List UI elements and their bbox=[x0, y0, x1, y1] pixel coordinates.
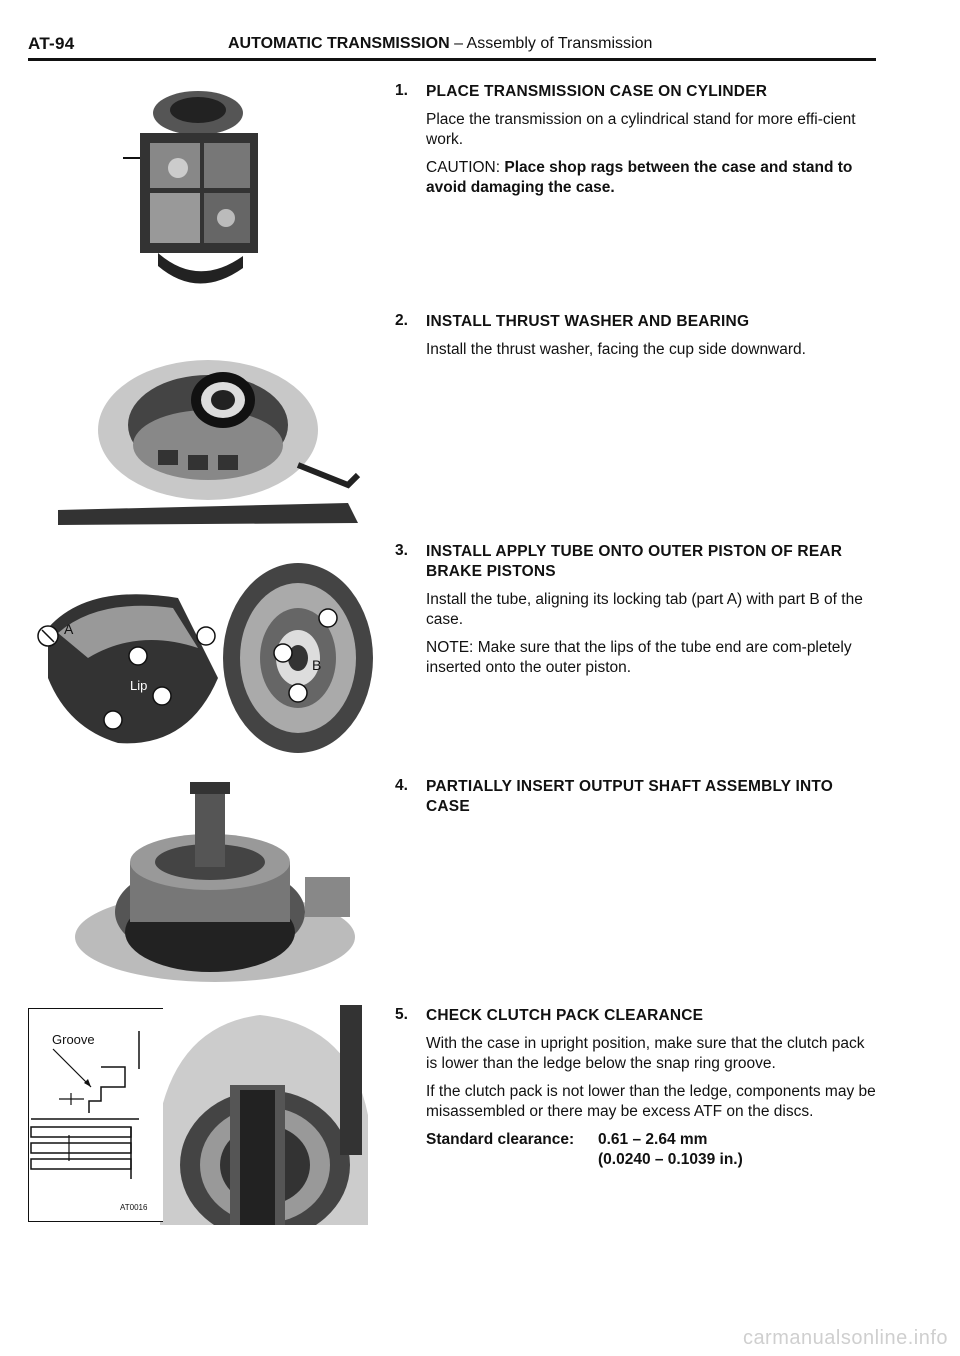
step-text: Install the tube, aligning its locking tab (part A) with part B of the case. bbox=[426, 591, 863, 628]
step-number: 2. bbox=[395, 312, 408, 329]
step-text: If the clutch pack is not lower than the ledge, components may be misassembled or there may be excess ATF on the discs. bbox=[426, 1083, 876, 1120]
header-section: AUTOMATIC TRANSMISSION bbox=[228, 35, 450, 52]
header-subsection: Assembly of Transmission bbox=[466, 35, 653, 52]
photo-transmission-case bbox=[118, 78, 278, 298]
header-rule bbox=[28, 58, 876, 61]
page-header bbox=[228, 35, 652, 53]
note bbox=[426, 638, 880, 678]
step-title: CHECK CLUTCH PACK CLEARANCE bbox=[426, 1007, 704, 1024]
photo-output-shaft bbox=[60, 782, 365, 987]
step-5 bbox=[395, 1006, 880, 1170]
photo-thrust-washer bbox=[58, 335, 373, 525]
figure-code: AT0016 bbox=[120, 1203, 148, 1212]
step-title: PARTIALLY INSERT OUTPUT SHAFT ASSEMBLY INTO CASE bbox=[426, 778, 834, 815]
step-number: 4. bbox=[395, 777, 408, 794]
spec-label: Standard clearance: bbox=[426, 1131, 575, 1148]
label-part-b: B bbox=[312, 657, 322, 673]
step-number: 5. bbox=[395, 1006, 408, 1023]
caution bbox=[426, 158, 880, 198]
photo-clutch-pack bbox=[140, 1005, 375, 1225]
label-part-a: A bbox=[64, 621, 74, 637]
note-label: NOTE: bbox=[426, 639, 474, 656]
step-title: PLACE TRANSMISSION CASE ON CYLINDER bbox=[426, 83, 768, 100]
note-text: Make sure that the lips of the tube end are com-pletely inserted onto the outer piston. bbox=[426, 639, 852, 676]
step-number: 1. bbox=[395, 82, 408, 99]
step-text: Place the transmission on a cylindrical stand for more effi-cient work. bbox=[426, 111, 856, 148]
watermark: carmanualsonline.info bbox=[742, 1327, 948, 1349]
step-title: INSTALL THRUST WASHER AND BEARING bbox=[426, 313, 750, 330]
step-title: INSTALL APPLY TUBE ONTO OUTER PISTON OF REAR BRAKE PISTONS bbox=[426, 543, 843, 580]
clutch-clearance-diagram bbox=[28, 1008, 163, 1222]
header-separator: – bbox=[449, 35, 467, 52]
spec-standard-clearance bbox=[426, 1130, 880, 1170]
groove-label: Groove bbox=[52, 1032, 95, 1047]
spec-value-in: (0.0240 – 0.1039 in.) bbox=[598, 1151, 743, 1168]
photo-apply-tube bbox=[28, 548, 373, 763]
step-3 bbox=[395, 542, 880, 686]
step-number: 3. bbox=[395, 542, 408, 559]
caution-label: CAUTION: bbox=[426, 159, 501, 176]
page-number: AT-94 bbox=[28, 34, 75, 53]
caution-text: Place shop rags between the case and stand to avoid damaging the case. bbox=[426, 159, 853, 196]
step-4 bbox=[395, 777, 880, 825]
step-text: With the case in upright position, make sure that the clutch pack is lower than the ledge below the snap ring groove. bbox=[426, 1035, 865, 1072]
step-text: Install the thrust washer, facing the cup side downward. bbox=[426, 341, 806, 358]
label-lip: Lip bbox=[130, 678, 148, 693]
step-1 bbox=[395, 82, 880, 206]
spec-value-mm: 0.61 – 2.64 mm bbox=[598, 1131, 708, 1148]
step-2 bbox=[395, 312, 880, 368]
